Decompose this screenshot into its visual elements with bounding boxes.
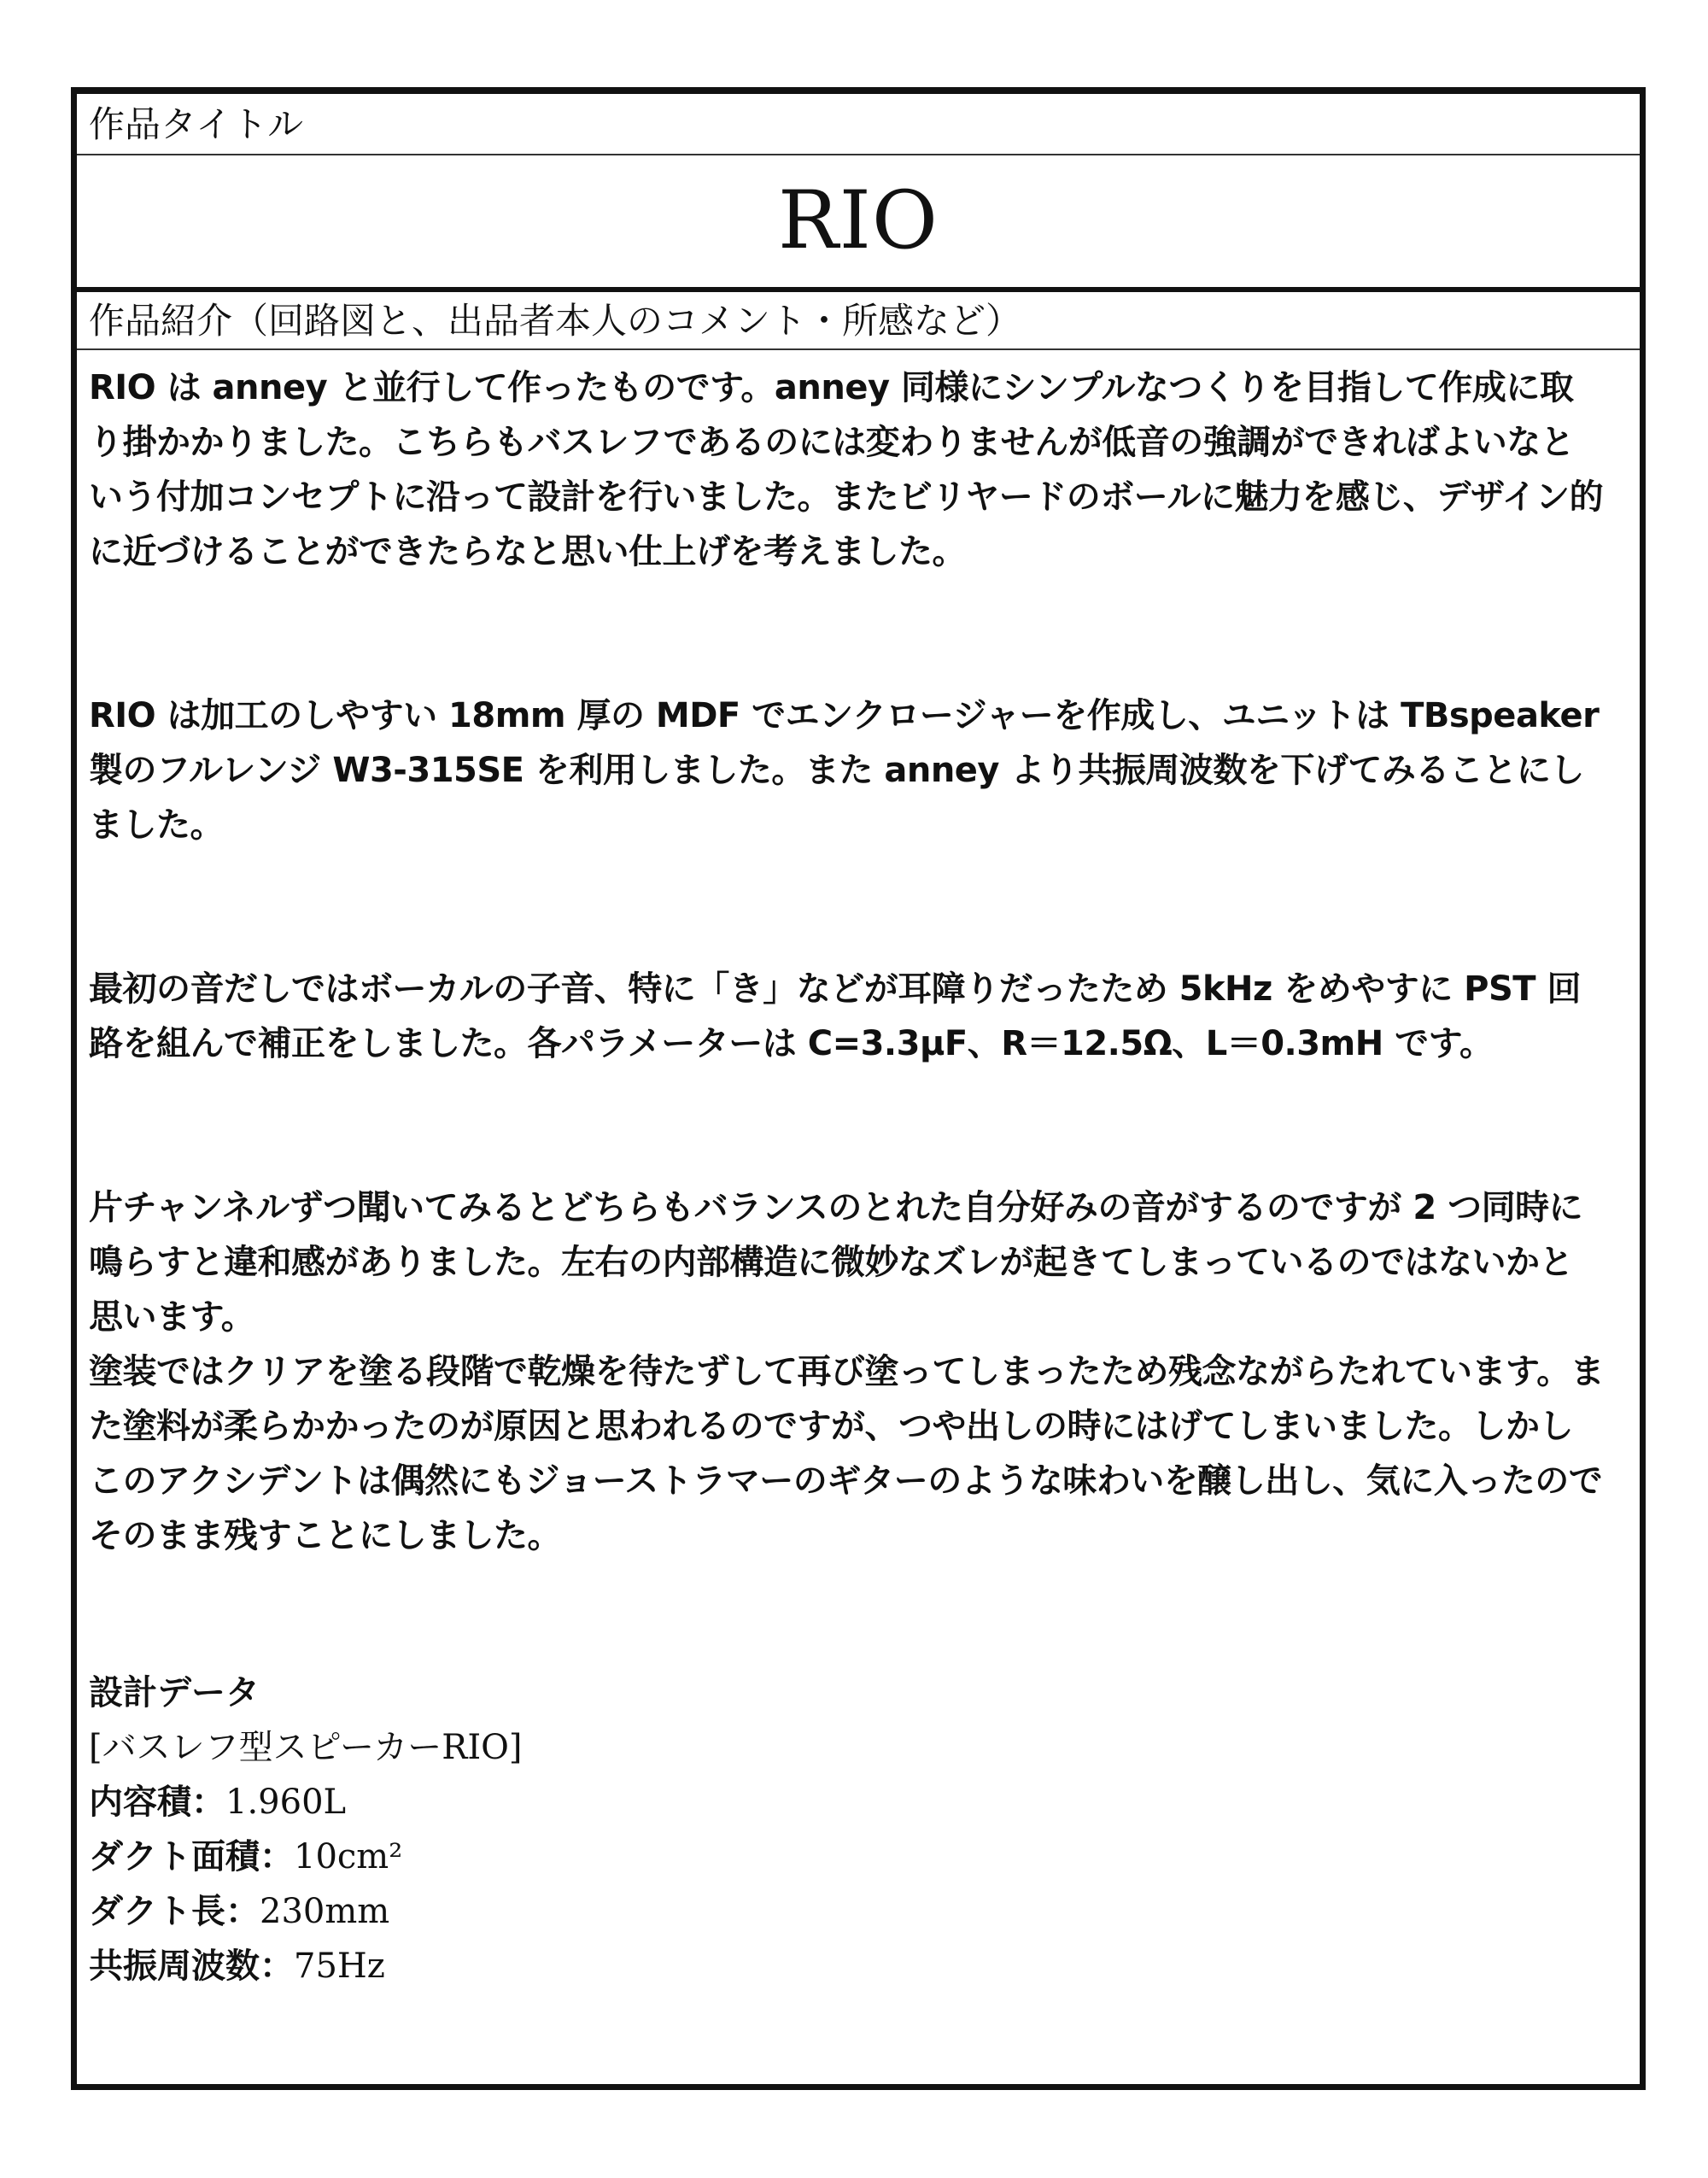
spec-value: 1.960L: [225, 1783, 347, 1822]
spec-duct-length: [89, 1884, 1606, 1939]
description-body: [77, 350, 1640, 1994]
spec-label: 内容積：: [89, 1783, 225, 1822]
paragraph-materials: RIO は加工のしやすい 18mm 厚の MDF でエンクロージャーを作成し、ユニットは TBspeaker 製のフルレンジ W3-315SE を利用しました。また anney より共振周波数を下げてみることにしました。: [89, 696, 1600, 845]
title-label: 作品タイトル: [77, 94, 1640, 155]
spec-value: 75Hz: [294, 1947, 385, 1986]
paragraph-overview: RIO は anney と並行して作ったものです。anney 同様にシンプルなつくりを目指して作成に取り掛かかりました。こちらもバスレフであるのには変わりませんが低音の強調ができればよいなという付加コンセプトに沿って設計を行いました。またビリヤードのボールに魅力を感じ、デザイン的に近づけることができたらなと思い仕上げを考えました。: [89, 368, 1604, 571]
model-name: [バスレフ型スピーカーRIO]: [89, 1728, 523, 1767]
spec-volume: [89, 1775, 1606, 1830]
title-box: [77, 155, 1640, 292]
entry-form: [71, 87, 1646, 2090]
spec-label: 共振周波数：: [89, 1947, 294, 1986]
spec-value: 10cm²: [294, 1837, 403, 1876]
paragraph-finish: 塗装ではクリアを塗る段階で乾燥を待たずして再び塗ってしまったため残念ながらたれています。また塗料が柔らかかったのが原因と思われるのですが、つや出しの時にはげてしまいました。しかしこのアクシデントは偶然にもジョーストラマーのギターのような味わいを醸し出し、気に入ったのでそのまま残すことにしました。: [89, 1352, 1605, 1555]
spec-value: 230mm: [260, 1892, 390, 1931]
paragraph-correction: 最初の音だしではボーカルの子音、特に「き」などが耳障りだったため 5kHz をめやすに PST 回路を組んで補正をしました。各パラメーターは C=3.3μF、R＝12.5Ω、L＝0.3mH です。: [89, 969, 1582, 1063]
spec-label: ダクト面積：: [89, 1837, 294, 1876]
work-title: RIO: [778, 174, 939, 267]
intro-label: 作品紹介（回路図と、出品者本人のコメント・所感など）: [77, 292, 1640, 350]
spec-label: ダクト長：: [89, 1892, 260, 1931]
paragraph-listening: 片チャンネルずつ聞いてみるとどちらもバランスのとれた自分好みの音がするのですが 2 つ同時に鳴らすと違和感がありました。左右の内部構造に微妙なズレが起きてしまっているのではないかと思います。: [89, 1188, 1583, 1337]
design-data-model: [89, 1720, 1606, 1775]
design-data-heading: 設計データ: [89, 1673, 260, 1713]
spec-resonance: [89, 1939, 1606, 1994]
spec-duct-area: [89, 1830, 1606, 1884]
